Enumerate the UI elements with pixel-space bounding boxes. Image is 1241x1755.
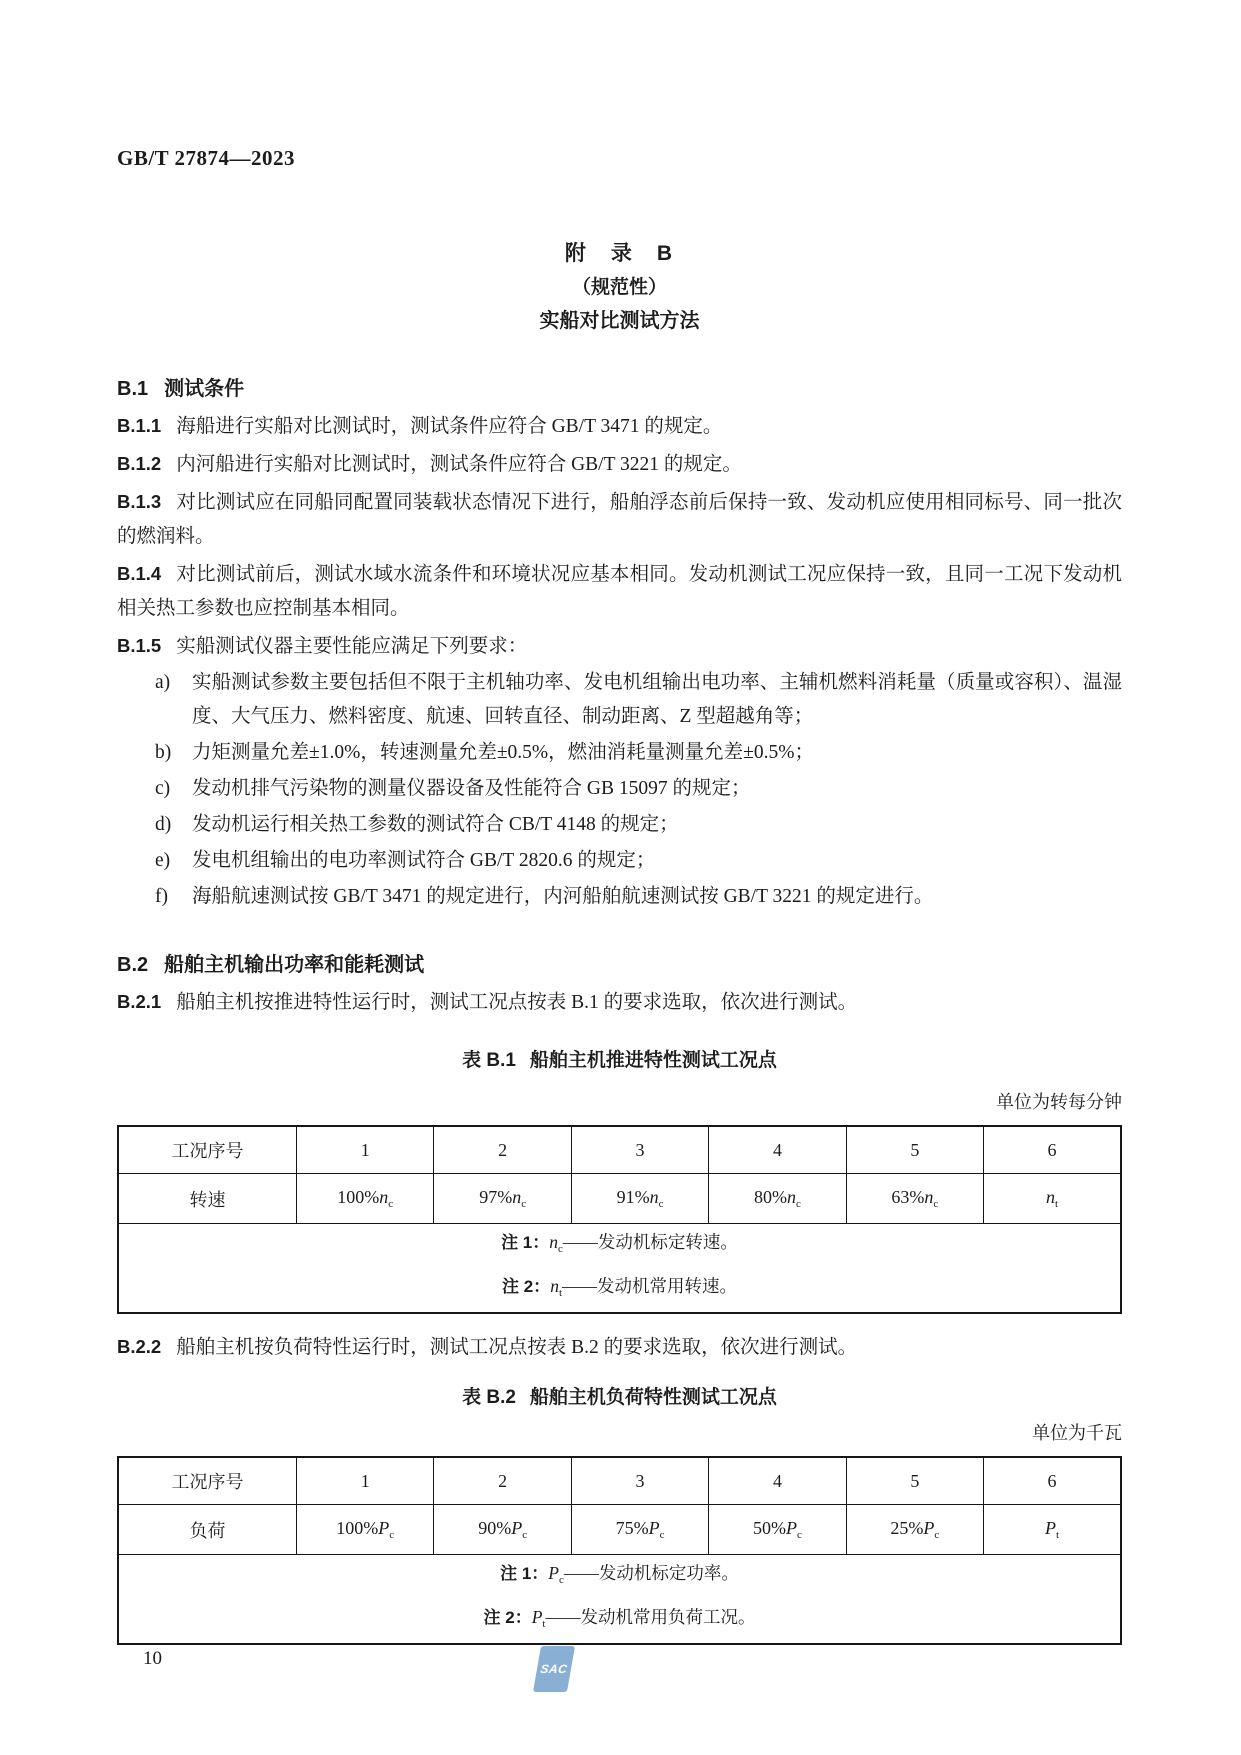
section-b2-heading [117,948,1122,982]
clause-b2-2-number: B.2.2 [117,1336,162,1357]
table-b1-note-1: 注 1：$n_c——$发动机标定转速。 [501,1232,738,1255]
clause-b1-3-text: 对比测试应在同船同配置同装载状态情况下进行，船舶浮态前后保持一致、发动机应使用相同标号、同一批次的燃润料。 [117,492,1122,547]
table-b1-header-3: 3 [571,1126,708,1174]
table-b1-header-label: 工况序号 [118,1126,297,1174]
appendix-normative: （规范性） [571,277,667,298]
table-b2-data-row [118,1505,1121,1555]
list-item-b-text: 力矩测量允差±1.0%，转速测量允差±0.5%，燃油消耗量测量允差±0.5%； [192,742,814,763]
table-b1-note-2: 注 2：$n_t——$发动机常用转速。 [502,1276,737,1299]
table-b1-caption [117,1044,1122,1077]
clause-b1-5-text: 实船测试仪器主要性能应满足下列要求： [176,636,528,657]
table-b2-cell-6: $P_t$ [984,1505,1121,1555]
list-item-f [155,880,1122,914]
clause-b1-4-number: B.1.4 [117,563,162,584]
sac-watermark-logo: SAC [533,1646,575,1692]
table-b1-caption-label: 表 B.1 [462,1050,516,1071]
table-b1-notes [118,1224,1121,1314]
clause-b2-1 [117,985,1122,1020]
table-b2-unit-note: 单位为千瓦 [1032,1423,1122,1443]
table-b2-header-6: 6 [984,1457,1121,1505]
table-b2-cell-1: $100\%P_c$ [297,1505,434,1555]
page-number: 10 [143,1648,162,1669]
clause-b2-2 [117,1330,1122,1365]
table-b1-unit-note: 单位为转每分钟 [996,1092,1122,1112]
table-b1-header-1: 1 [297,1126,434,1174]
table-b1 [117,1125,1122,1314]
clause-b2-1-text: 船舶主机按推进特性运行时，测试工况点按表 B.1 的要求选取，依次进行测试。 [176,992,858,1013]
list-item-a [155,666,1122,734]
section-b1-heading [117,372,1122,406]
clause-b1-1-number: B.1.1 [117,415,162,436]
table-b2-caption [117,1381,1122,1414]
section-b1-title: 测试条件 [164,378,245,400]
list-item-a-label: a) [155,672,171,693]
list-item-e [155,844,1122,878]
list-item-c-label: c) [155,778,171,799]
appendix-title-block [117,237,1122,338]
table-b1-cell-3: $91\%n_c$ [571,1174,708,1224]
table-b2-cell-4: $50\%P_c$ [709,1505,846,1555]
table-b2-header-3: 3 [571,1457,708,1505]
clause-b1-3 [117,485,1122,554]
list-item-c [155,772,1122,806]
table-b2-notes [118,1555,1121,1645]
clause-b2-1-number: B.2.1 [117,991,162,1012]
clause-b1-2-number: B.1.2 [117,453,162,474]
table-b2 [117,1456,1122,1645]
clause-b1-3-number: B.1.3 [117,491,162,512]
table-b1-data-row [118,1174,1121,1224]
list-item-f-label: f) [155,886,168,907]
clause-b2-2-text: 船舶主机按负荷特性运行时，测试工况点按表 B.2 的要求选取，依次进行测试。 [176,1337,858,1358]
table-b1-notes-row [118,1224,1121,1314]
clause-b1-4 [117,557,1122,626]
table-b2-note-1: 注 1：$P_c——$发动机标定功率。 [500,1563,739,1586]
table-b2-note-2: 注 2：$P_t——$发动机常用负荷工况。 [483,1607,756,1630]
clause-b1-4-text: 对比测试前后，测试水域水流条件和环境状况应基本相同。发动机测试工况应保持一致，且同一工况下发动机相关热工参数也应控制基本相同。 [117,564,1122,619]
list-item-b-label: b) [155,742,172,763]
table-b1-cell-5: $63\%n_c$ [846,1174,983,1224]
table-b2-cell-5: $25\%P_c$ [846,1505,983,1555]
table-b2-header-2: 2 [434,1457,571,1505]
clause-b1-1 [117,409,1122,444]
table-b1-header-2: 2 [434,1126,571,1174]
list-item-b [155,736,1122,770]
table-b2-cell-2: $90\%P_c$ [434,1505,571,1555]
table-b2-header-row [118,1457,1121,1505]
table-b2-cell-3: $75\%P_c$ [571,1505,708,1555]
table-b1-header-4: 4 [709,1126,846,1174]
list-item-c-text: 发动机排气污染物的测量仪器设备及性能符合 GB 15097 的规定； [192,778,751,799]
table-b2-caption-title: 船舶主机负荷特性测试工况点 [529,1387,777,1408]
clause-b1-1-text: 海船进行实船对比测试时，测试条件应符合 GB/T 3471 的规定。 [176,416,723,437]
table-b1-row-label: 转速 [118,1174,297,1224]
list-item-a-text: 实船测试参数主要包括但不限于主机轴功率、发电机组输出电功率、主辅机燃料消耗量（质量或容积）、温湿度、大气压力、燃料密度、航速、回转直径、制动距离、Z 型超越角等； [192,672,1122,727]
table-b1-header-6: 6 [984,1126,1121,1174]
clause-b1-2 [117,447,1122,482]
clause-b1-5-number: B.1.5 [117,635,162,656]
table-b2-caption-label: 表 B.2 [462,1387,516,1408]
table-b2-notes-row [118,1555,1121,1645]
standard-number: GB/T 27874—2023 [117,146,296,170]
table-b2-header-4: 4 [709,1457,846,1505]
list-item-d-label: d) [155,814,172,835]
table-b2-row-label: 负荷 [118,1505,297,1555]
table-b1-cell-2: $97\%n_c$ [434,1174,571,1224]
section-b1-number: B.1 [117,378,149,400]
table-b1-header-row [118,1126,1121,1174]
appendix-title: 实船对比测试方法 [539,310,700,332]
section-b2-title: 船舶主机输出功率和能耗测试 [164,954,425,976]
table-b1-cell-6: $n_t$ [984,1174,1121,1224]
list-item-e-text: 发电机组输出的电功率测试符合 GB/T 2820.6 的规定； [192,850,656,871]
requirements-list [155,666,1122,914]
list-item-d [155,808,1122,842]
list-item-d-text: 发动机运行相关热工参数的测试符合 CB/T 4148 的规定； [192,814,679,835]
table-b1-cell-1: $100\%n_c$ [297,1174,434,1224]
table-b2-header-label: 工况序号 [118,1457,297,1505]
table-b1-cell-4: $80\%n_c$ [709,1174,846,1224]
list-item-e-label: e) [155,850,171,871]
table-b1-caption-title: 船舶主机推进特性测试工况点 [529,1050,777,1071]
appendix-label: 附 录 B [564,242,675,265]
list-item-f-text: 海船航速测试按 GB/T 3471 的规定进行，内河船舶航速测试按 GB/T 3221 的规定进行。 [192,886,934,907]
clause-b1-2-text: 内河船进行实船对比测试时，测试条件应符合 GB/T 3221 的规定。 [176,454,742,475]
table-b2-header-5: 5 [846,1457,983,1505]
clause-b1-5 [117,629,1122,664]
table-b2-header-1: 1 [297,1457,434,1505]
table-b1-header-5: 5 [846,1126,983,1174]
section-b2-number: B.2 [117,954,149,976]
